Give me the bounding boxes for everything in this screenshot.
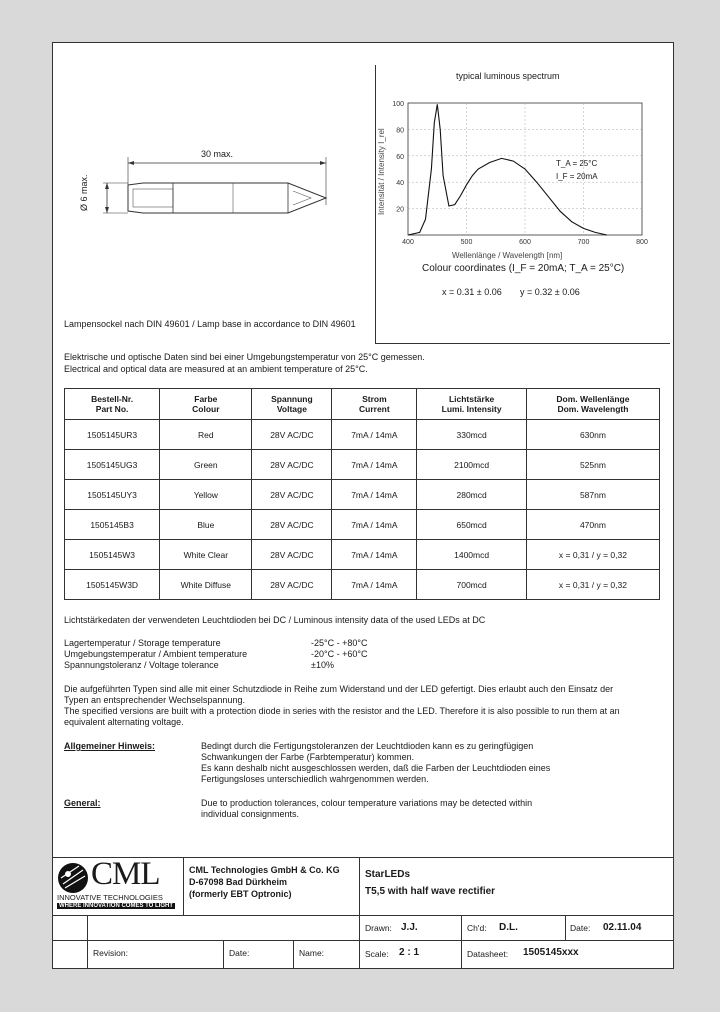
- cell: 1505145UG3: [65, 450, 160, 480]
- cell: 7mA / 14mA: [332, 540, 417, 570]
- datasheet-page: [52, 42, 674, 969]
- cell: 700mcd: [417, 570, 527, 600]
- spectrum-x-label: Wellenlänge / Wavelength [nm]: [452, 251, 563, 260]
- cell: 280mcd: [417, 480, 527, 510]
- table-row: [65, 570, 660, 600]
- temp-value-storage: -25°C - +80°C: [311, 638, 368, 648]
- col-colour: Farbe Colour: [160, 389, 252, 420]
- cell: 1400mcd: [417, 540, 527, 570]
- ambient-note-de: Elektrische und optische Daten sind bei einer Umgebungstemperatur von 25°C gemessen.: [64, 352, 425, 362]
- logo-wordmark: CML: [91, 856, 160, 892]
- table-row: [65, 540, 660, 570]
- diameter-dimension-label: Ø 6 max.: [79, 174, 89, 211]
- general-note-de-line: Schwankungen der Farbe (Farbtemperatur) kommen.: [201, 752, 415, 762]
- col-current: Strom Current: [332, 389, 417, 420]
- revision-label: Revision:: [93, 948, 128, 958]
- spectrum-panel: [375, 65, 670, 344]
- title-block-divider: [223, 940, 224, 968]
- y-tick-label: 60: [396, 153, 404, 161]
- checked-label: Ch'd:: [467, 923, 487, 933]
- cell: 7mA / 14mA: [332, 570, 417, 600]
- legend-ta: T_A = 25°C: [556, 159, 598, 168]
- y-tick-label: 80: [396, 127, 404, 135]
- intensity-note: Lichtstärkedaten der verwendeten Leuchtdioden bei DC / Luminous intensity data of the used LEDs at DC: [64, 615, 486, 625]
- cell: 1505145B3: [65, 510, 160, 540]
- table-row: [65, 480, 660, 510]
- diode-note-en-1: The specified versions are built with a protection diode in series with the resistor and the LED. Therefore it is also possible to run them at an: [64, 706, 620, 716]
- cell: 7mA / 14mA: [332, 480, 417, 510]
- col-voltage: Spannung Voltage: [252, 389, 332, 420]
- cell: 650mcd: [417, 510, 527, 540]
- cell: White Clear: [160, 540, 252, 570]
- general-note-en-line: Due to production tolerances, colour temperature variations may be detected within: [201, 798, 533, 808]
- cell: 28V AC/DC: [252, 540, 332, 570]
- cell: Blue: [160, 510, 252, 540]
- temp-value-voltage: ±10%: [311, 660, 334, 670]
- x-tick-label: 400: [402, 239, 414, 246]
- cell: 28V AC/DC: [252, 510, 332, 540]
- product-table: [64, 388, 660, 600]
- cell: 7mA / 14mA: [332, 510, 417, 540]
- cell: White Diffuse: [160, 570, 252, 600]
- cell: 28V AC/DC: [252, 570, 332, 600]
- datasheet-value: 1505145xxx: [523, 947, 579, 958]
- company-address: D-67098 Bad Dürkheim: [189, 877, 288, 887]
- cml-logo: [57, 856, 179, 912]
- cell: Green: [160, 450, 252, 480]
- company-former: (formerly EBT Optronic): [189, 889, 292, 899]
- cell: 28V AC/DC: [252, 420, 332, 450]
- x-tick-label: 600: [519, 239, 531, 246]
- cell: 630nm: [526, 420, 659, 450]
- cell: 1505145W3D: [65, 570, 160, 600]
- lamp-base-note: Lampensockel nach DIN 49601 / Lamp base in accordance to DIN 49601: [64, 319, 356, 329]
- title-block-rule: [53, 915, 673, 916]
- general-note-de-label: Allgemeiner Hinweis:: [64, 741, 156, 751]
- general-note-en-line: individual consignments.: [201, 809, 300, 819]
- datasheet-label: Datasheet:: [467, 949, 509, 959]
- length-dimension-label: 30 max.: [201, 149, 234, 159]
- temp-label-voltage: Spannungstoleranz / Voltage tolerance: [64, 660, 219, 670]
- logo-tagline: WHERE INNOVATION COMES TO LIGHT: [59, 903, 173, 909]
- x-tick-label: 800: [636, 239, 648, 246]
- table-row: [65, 420, 660, 450]
- date-value: 02.11.04: [603, 922, 642, 933]
- product-name: T5,5 with half wave rectifier: [365, 886, 496, 897]
- cell: x = 0,31 / y = 0,32: [526, 570, 659, 600]
- ambient-note-en: Electrical and optical data are measured at an ambient temperature of 25°C.: [64, 364, 368, 374]
- y-tick-label: 20: [396, 206, 404, 214]
- table-row: [65, 450, 660, 480]
- cell: 525nm: [526, 450, 659, 480]
- drawn-value: J.J.: [401, 922, 418, 933]
- cell: 1505145UR3: [65, 420, 160, 450]
- cell: Red: [160, 420, 252, 450]
- spectrum-series-line: [408, 104, 607, 235]
- cell: 28V AC/DC: [252, 480, 332, 510]
- cell: 7mA / 14mA: [332, 420, 417, 450]
- col-part-no: Bestell-Nr. Part No.: [65, 389, 160, 420]
- title-block-divider: [183, 857, 184, 915]
- title-block-divider: [461, 915, 462, 968]
- title-block-divider: [293, 940, 294, 968]
- cell: 330mcd: [417, 420, 527, 450]
- temp-label-storage: Lagertemperatur / Storage temperature: [64, 638, 221, 648]
- revision-date-label: Date:: [229, 948, 250, 958]
- table-row: [65, 510, 660, 540]
- product-family: StarLEDs: [365, 869, 411, 880]
- diode-note-de-1: Die aufgeführten Typen sind alle mit einer Schutzdiode in Reihe zum Widerstand und der LED gefertigt. Dies erlaubt auch den Einsatz der: [64, 684, 614, 694]
- y-tick-label: 40: [396, 180, 404, 188]
- spectrum-chart: [376, 65, 670, 343]
- title-block-divider: [87, 915, 88, 968]
- title-block-divider: [565, 915, 566, 940]
- logo-mark-icon: [57, 862, 89, 894]
- general-note-de-line: Es kann deshalb nicht ausgeschlossen werden, daß die Farben der Leuchtdioden eines: [201, 763, 551, 773]
- diode-note-en-2: equivalent alternating voltage.: [64, 717, 184, 727]
- general-note-de-line: Bedingt durch die Fertigungstoleranzen der Leuchtdioden kann es zu geringfügigen: [201, 741, 534, 751]
- scale-value: 2 : 1: [399, 947, 420, 958]
- y-tick-label: 100: [392, 101, 404, 108]
- diode-note-de-2: Typen an entsprechender Wechselspannung.: [64, 695, 245, 705]
- drawn-label: Drawn:: [365, 923, 392, 933]
- general-note-en-label: General:: [64, 798, 101, 808]
- checked-value: D.L.: [499, 922, 518, 933]
- title-block-rule: [53, 940, 673, 941]
- cell: 28V AC/DC: [252, 450, 332, 480]
- coord-x-value: x = 0.31 ± 0.06: [442, 287, 502, 297]
- spectrum-y-label: Intensität / Intensity I_rel: [377, 128, 386, 215]
- col-wavelength: Dom. Wellenlänge Dom. Wavelength: [526, 389, 659, 420]
- cell: x = 0,31 / y = 0,32: [526, 540, 659, 570]
- cell: Yellow: [160, 480, 252, 510]
- title-block-divider: [359, 857, 360, 968]
- temp-label-ambient: Umgebungstemperatur / Ambient temperature: [64, 649, 248, 659]
- general-note-de-line: Fertigungsloses unterschiedlich wahrgenommen werden.: [201, 774, 429, 784]
- revision-name-label: Name:: [299, 948, 325, 958]
- col-intensity: Lichtstärke Lumi. Intensity: [417, 389, 527, 420]
- cell: 470nm: [526, 510, 659, 540]
- company-name: CML Technologies GmbH & Co. KG: [189, 865, 340, 875]
- scale-label: Scale:: [365, 949, 389, 959]
- coord-y-value: y = 0.32 ± 0.06: [520, 287, 580, 297]
- table-header-row: [65, 389, 660, 420]
- cell: 587nm: [526, 480, 659, 510]
- legend-if: I_F = 20mA: [556, 172, 598, 181]
- cell: 1505145UY3: [65, 480, 160, 510]
- colour-coordinates-label: Colour coordinates (I_F = 20mA; T_A = 25°C): [422, 263, 625, 274]
- temp-value-ambient: -20°C - +60°C: [311, 649, 368, 659]
- x-tick-label: 700: [577, 239, 590, 246]
- date-label: Date:: [570, 923, 591, 933]
- cell: 1505145W3: [65, 540, 160, 570]
- cell: 7mA / 14mA: [332, 450, 417, 480]
- cell: 2100mcd: [417, 450, 527, 480]
- logo-subtitle: INNOVATIVE TECHNOLOGIES: [57, 893, 163, 902]
- x-tick-label: 500: [460, 239, 473, 246]
- spectrum-title: typical luminous spectrum: [456, 71, 560, 81]
